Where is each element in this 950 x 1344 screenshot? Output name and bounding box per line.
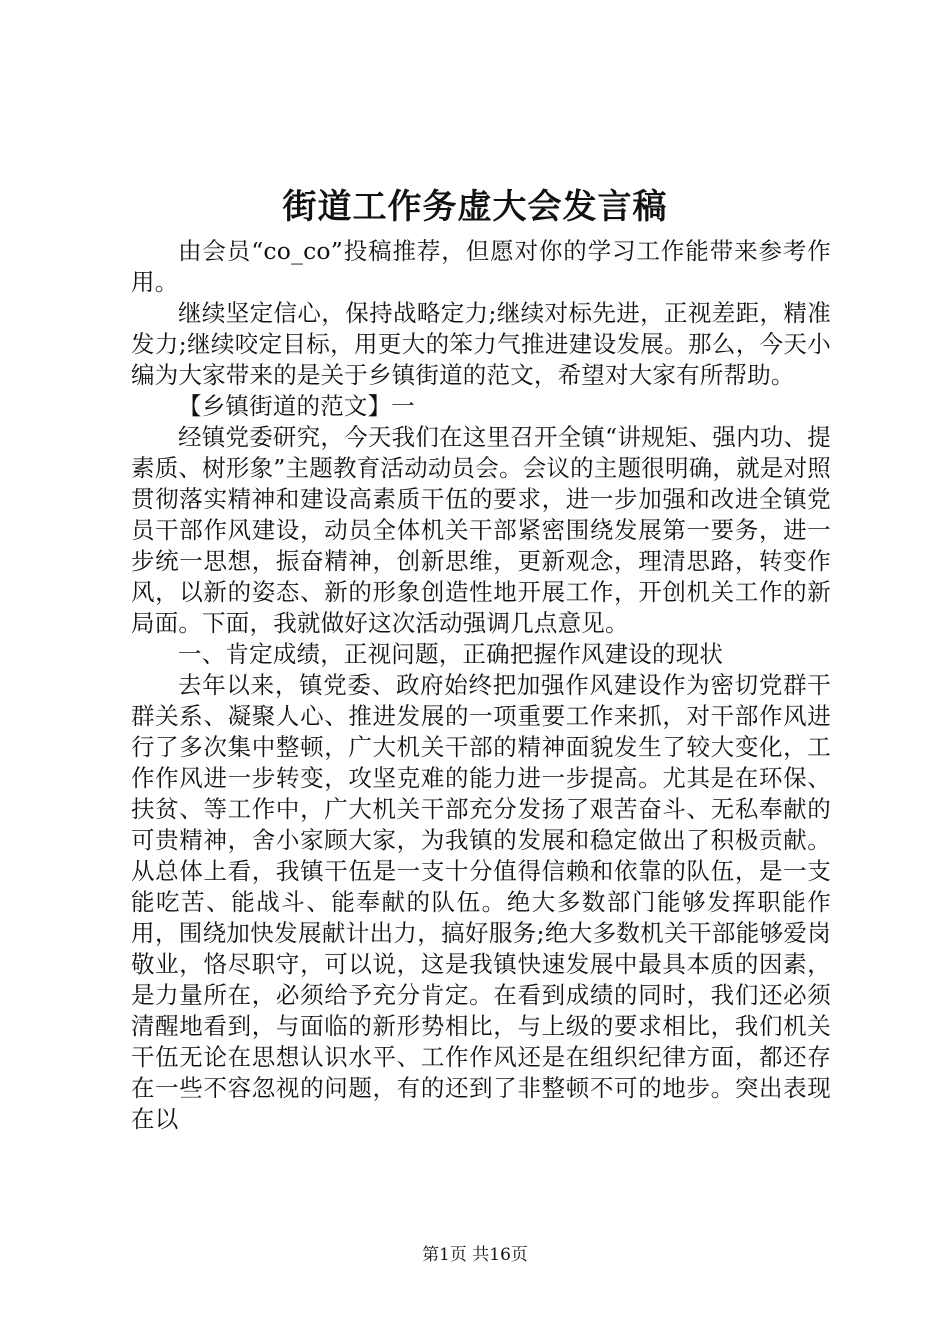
paragraph-status: 去年以来，镇党委、政府始终把加强作风建设作为密切党群干群关系、凝聚人心、推进发展的一项重要工作来抓，对干部作风进行了多次集中整顿，广大机关干部的精神面貌发生了较大变化，工作作风进一步转变，攻坚克难的能力进一步提高。尤其是在环保、扶贫、等工作中，广大机关干部充分发扬了艰苦奋斗、无私奉献的可贵精神，舍小家顾大家，为我镇的发展和稳定做出了积极贡献。从总体上看，我镇干伍是一支十分值得信赖和依靠的队伍，是一支能吃苦、能战斗、能奉献的队伍。绝大多数部门能够发挥职能作用，围绕加快发展献计出力，搞好服务;绝大多数机关干部能够爱岗敬业，恪尽职守，可以说，这是我镇快速发展中最具本质的因素，是力量所在，必须给予充分肯定。在看到成绩的同时，我们还必须清醒地看到，与面临的新形势相比，与上级的要求相比，我们机关干伍无论在思想认识水平、工作作风还是在组织纪律方面，都还存在一些不容忽视的问题，有的还到了非整顿不可的地步。突出表现在以 bbox=[131, 671, 831, 1133]
document-body bbox=[131, 236, 831, 1135]
page-number-footer: 第1页 共16页 bbox=[422, 1245, 528, 1265]
paragraph-intro: 由会员“co_co”投稿推荐，但愿对你的学习工作能带来参考作用。 bbox=[131, 237, 831, 296]
paragraph-meeting: 经镇党委研究，今天我们在这里召开全镇“讲规矩、强内功、提素质、树形象”主题教育活动动员会。会议的主题很明确，就是对照贯彻落实精神和建设高素质干伍的要求，进一步加强和改进全镇党员干部作风建设，动员全体机关干部紧密围绕发展第一要务，进一步统一思想，振奋精神，创新思维，更新观念，理清思路，转变作风，以新的姿态、新的形象创造性地开展工作，开创机关工作的新局面。下面，我就做好这次活动强调几点意见。 bbox=[131, 423, 831, 637]
subsection-heading: 一、肯定成绩，正视问题，正确把握作风建设的现状 bbox=[178, 640, 724, 668]
section-heading: 【乡镇街道的范文】一 bbox=[178, 392, 415, 420]
paragraph-summary: 继续坚定信心，保持战略定力;继续对标先进，正视差距，精准发力;继续咬定目标，用更大的笨力气推进建设发展。那么，今天小编为大家带来的是关于乡镇街道的范文，希望对大家有所帮助。 bbox=[131, 299, 831, 389]
document-title: 街道工作务虚大会发言稿 bbox=[282, 187, 668, 227]
